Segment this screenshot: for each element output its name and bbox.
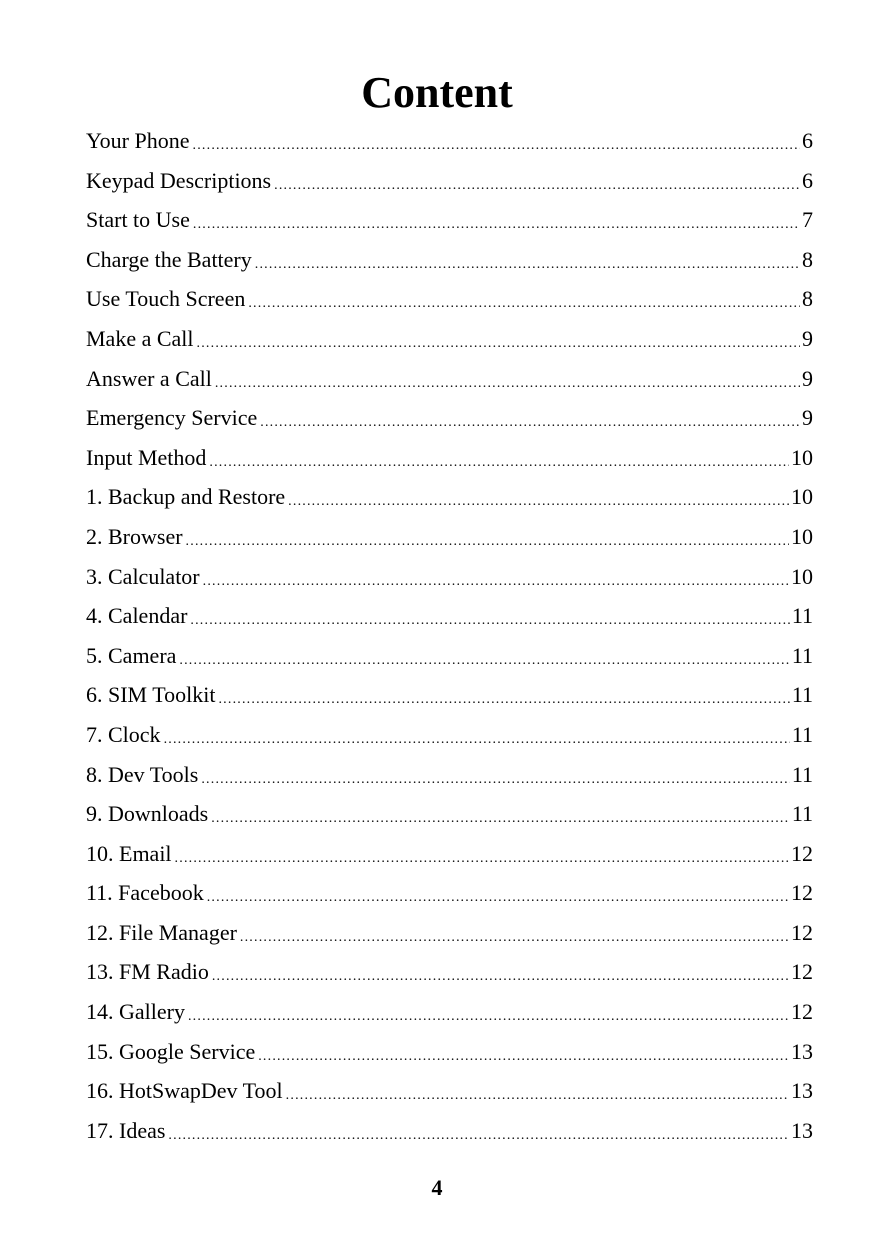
toc-entry [86, 1032, 813, 1072]
toc-entry-label: Use Touch Screen [86, 286, 246, 312]
toc-dot-leader [188, 1006, 789, 1028]
toc-entry-page: 8 [802, 286, 813, 312]
toc-entry [86, 675, 813, 715]
toc-entry-label: 8. Dev Tools [86, 761, 199, 787]
toc-entry-page: 10 [791, 484, 813, 510]
toc-dot-leader [193, 214, 800, 236]
toc-entry-page: 7 [802, 207, 813, 233]
toc-entry [86, 279, 813, 319]
page-title: Content [361, 68, 513, 117]
toc-entry-label: 5. Camera [86, 642, 177, 668]
toc-entry-label: Keypad Descriptions [86, 167, 272, 193]
toc-entry-page: 12 [791, 880, 813, 906]
toc-dot-leader [209, 452, 789, 474]
toc-entry [86, 557, 813, 597]
toc-entry-label: 10. Email [86, 840, 172, 866]
toc-entry [86, 438, 813, 478]
toc-entry-label: 1. Backup and Restore [86, 484, 286, 510]
toc-entry [86, 398, 813, 438]
toc-dot-leader [260, 412, 800, 434]
toc-entry-page: 13 [791, 1038, 813, 1064]
toc-entry-label: Make a Call [86, 325, 194, 351]
toc-entry-page: 10 [791, 563, 813, 589]
toc-entry-page: 13 [791, 1117, 813, 1143]
toc-entry-page: 9 [802, 365, 813, 391]
toc-entry-page: 12 [791, 999, 813, 1025]
toc-entry [86, 952, 813, 992]
toc-entry-label: 6. SIM Toolkit [86, 682, 216, 708]
toc-entry-label: 17. Ideas [86, 1117, 166, 1143]
toc-entry-page: 11 [791, 603, 813, 629]
toc-dot-leader [207, 887, 789, 909]
toc-entry-label: 3. Calculator [86, 563, 200, 589]
toc-entry [86, 834, 813, 874]
toc-entry-label: 15. Google Service [86, 1038, 256, 1064]
toc-entry [86, 200, 813, 240]
toc-entry-page: 11 [791, 642, 813, 668]
toc-entry-page: 9 [802, 325, 813, 351]
toc-entry-label: Input Method [86, 444, 207, 470]
toc-entry-label: Emergency Service [86, 405, 258, 431]
toc-entry [86, 161, 813, 201]
toc-dot-leader [190, 610, 789, 632]
toc-dot-leader [288, 491, 789, 513]
toc-entry-page: 6 [802, 128, 813, 153]
toc-entry-label: 7. Clock [86, 721, 161, 747]
toc-entry [86, 359, 813, 399]
toc-entry-page: 13 [791, 1078, 813, 1104]
table-of-contents [86, 121, 813, 1150]
toc-dot-leader [286, 1085, 789, 1107]
toc-dot-leader [255, 254, 800, 276]
toc-dot-leader [193, 135, 800, 157]
toc-dot-leader [168, 1125, 789, 1147]
toc-entry [86, 873, 813, 913]
toc-dot-leader [203, 571, 789, 593]
toc-entry-page: 12 [791, 919, 813, 945]
toc-entry-label: Your Phone [86, 128, 190, 153]
toc-entry [86, 913, 813, 953]
toc-entry-page: 12 [791, 959, 813, 985]
toc-dot-leader [258, 1046, 789, 1068]
toc-entry-page: 9 [802, 405, 813, 431]
toc-dot-leader [164, 729, 790, 751]
toc-entry [86, 517, 813, 557]
toc-entry-label: 14. Gallery [86, 999, 185, 1025]
toc-entry [86, 715, 813, 755]
toc-entry-label: 9. Downloads [86, 801, 209, 827]
toc-entry-label: Charge the Battery [86, 246, 252, 272]
toc-dot-leader [274, 175, 800, 197]
toc-entry-label: Start to Use [86, 207, 190, 233]
toc-entry-page: 12 [791, 840, 813, 866]
toc-entry-page: 10 [791, 444, 813, 470]
toc-dot-leader [215, 373, 800, 395]
toc-dot-leader [197, 333, 800, 355]
toc-entry-label: 16. HotSwapDev Tool [86, 1078, 283, 1104]
toc-dot-leader [175, 848, 789, 870]
toc-entry-label: Answer a Call [86, 365, 212, 391]
toc-dot-leader [240, 927, 789, 949]
toc-entry [86, 992, 813, 1032]
toc-entry-label: 13. FM Radio [86, 959, 209, 985]
page-number: 4 [431, 1175, 443, 1200]
toc-entry [86, 596, 813, 636]
toc-entry-page: 10 [791, 523, 813, 549]
toc-entry [86, 240, 813, 280]
toc-entry [86, 636, 813, 676]
toc-dot-leader [179, 650, 789, 672]
toc-dot-leader [248, 293, 800, 315]
toc-entry-page: 11 [791, 721, 813, 747]
toc-entry [86, 477, 813, 517]
toc-entry-page: 11 [791, 801, 813, 827]
toc-entry-page: 6 [802, 167, 813, 193]
toc-dot-leader [212, 966, 789, 988]
toc-entry-label: 2. Browser [86, 523, 183, 549]
toc-entry [86, 755, 813, 795]
toc-dot-leader [201, 769, 789, 791]
toc-entry [86, 794, 813, 834]
toc-entry-page: 11 [791, 761, 813, 787]
toc-entry-label: 12. File Manager [86, 919, 237, 945]
toc-entry-page: 11 [791, 682, 813, 708]
toc-dot-leader [186, 531, 789, 553]
toc-entry [86, 319, 813, 359]
toc-dot-leader [211, 808, 790, 830]
toc-entry [86, 1111, 813, 1151]
toc-entry-page: 8 [802, 246, 813, 272]
toc-entry-label: 11. Facebook [86, 880, 204, 906]
toc-entry-label: 4. Calendar [86, 603, 188, 629]
toc-entry [86, 1071, 813, 1111]
toc-dot-leader [218, 689, 789, 711]
toc-entry [86, 121, 813, 161]
